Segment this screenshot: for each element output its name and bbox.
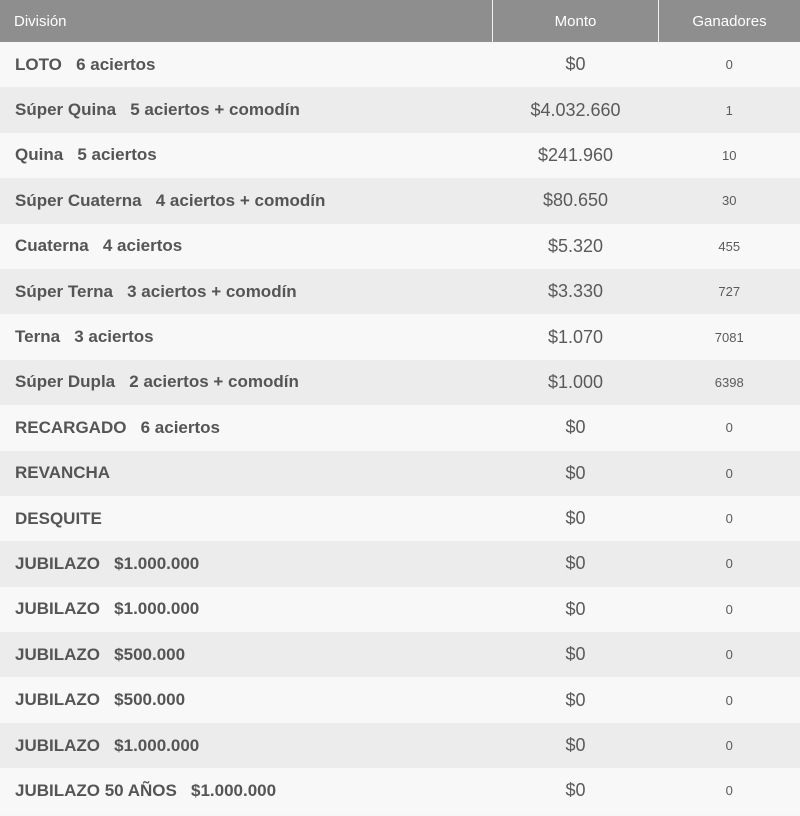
table-row [0,360,800,405]
monto-cell: $4.032.660 [530,99,621,120]
division-cell: Súper Quina 5 aciertos + comodín [15,100,300,120]
monto-cell: $0 [565,780,586,801]
monto-cell: $0 [565,735,586,756]
monto-cell: $0 [565,553,586,574]
ganadores-cell: 7081 [714,329,744,345]
division-cell: JUBILAZO $1.000.000 [15,735,200,755]
ganadores-cell: 727 [718,284,741,300]
table-row [0,314,800,359]
table-row [0,723,800,768]
monto-cell: $0 [565,417,586,438]
ganadores-cell: 0 [725,738,733,754]
ganadores-cell: 0 [725,511,733,527]
ganadores-cell: 10 [722,147,737,163]
ganadores-cell: 0 [725,783,733,799]
table-row [0,677,800,722]
division-cell: Súper Dupla 2 aciertos + comodín [15,372,299,392]
monto-cell: $5.320 [547,235,604,256]
division-cell: REVANCHA [15,463,111,483]
ganadores-cell: 0 [725,647,733,663]
monto-cell: $3.330 [547,281,604,302]
division-cell: RECARGADO 6 aciertos [15,417,220,437]
division-cell: Terna 3 aciertos [15,327,154,347]
header-row [0,0,800,42]
division-cell: JUBILAZO $1.000.000 [15,553,200,573]
division-cell: Súper Cuaterna 4 aciertos + comodín [15,190,326,210]
division-cell: Quina 5 aciertos [15,145,157,165]
table-row [0,133,800,178]
table-row [0,541,800,586]
monto-cell: $80.650 [542,190,609,211]
monto-cell: $1.000 [547,371,604,392]
ganadores-cell: 0 [725,57,733,73]
table-row [0,178,800,223]
monto-cell: $0 [565,54,586,75]
division-cell: JUBILAZO $1.000.000 [15,599,200,619]
ganadores-cell: 455 [718,238,741,254]
header-monto: Monto [493,0,659,42]
ganadores-cell: 0 [725,465,733,481]
division-cell: Cuaterna 4 aciertos [15,236,183,256]
division-cell: JUBILAZO $500.000 [15,644,186,664]
table-row [0,42,800,87]
table-body [0,42,800,814]
monto-cell: $1.070 [547,326,604,347]
table-row [0,269,800,314]
monto-cell: $0 [565,644,586,665]
table-row [0,451,800,496]
ganadores-cell: 6398 [714,374,744,390]
table-row [0,87,800,132]
table-row [0,632,800,677]
monto-cell: $0 [565,689,586,710]
division-cell: Súper Terna 3 aciertos + comodín [15,281,297,301]
division-cell: JUBILAZO $500.000 [15,690,186,710]
table-row [0,768,800,813]
header-ganadores: Ganadores [692,12,767,30]
ganadores-cell: 0 [725,692,733,708]
header-division: División [0,0,493,42]
table-row [0,405,800,450]
table-row [0,496,800,541]
monto-cell: $0 [565,508,586,529]
monto-cell: $241.960 [537,144,614,165]
ganadores-cell: 0 [725,420,733,436]
ganadores-cell: 1 [725,102,733,118]
monto-cell: $0 [565,598,586,619]
table-header [0,0,800,42]
ganadores-cell: 30 [722,193,737,209]
division-cell: JUBILAZO 50 AÑOS $1.000.000 [15,780,277,800]
division-cell: DESQUITE [15,508,102,528]
division-cell: LOTO 6 aciertos [15,54,156,74]
ganadores-cell: 0 [725,556,733,572]
monto-cell: $0 [565,462,586,483]
ganadores-cell: 0 [725,601,733,617]
table-row [0,224,800,269]
table-row [0,587,800,632]
